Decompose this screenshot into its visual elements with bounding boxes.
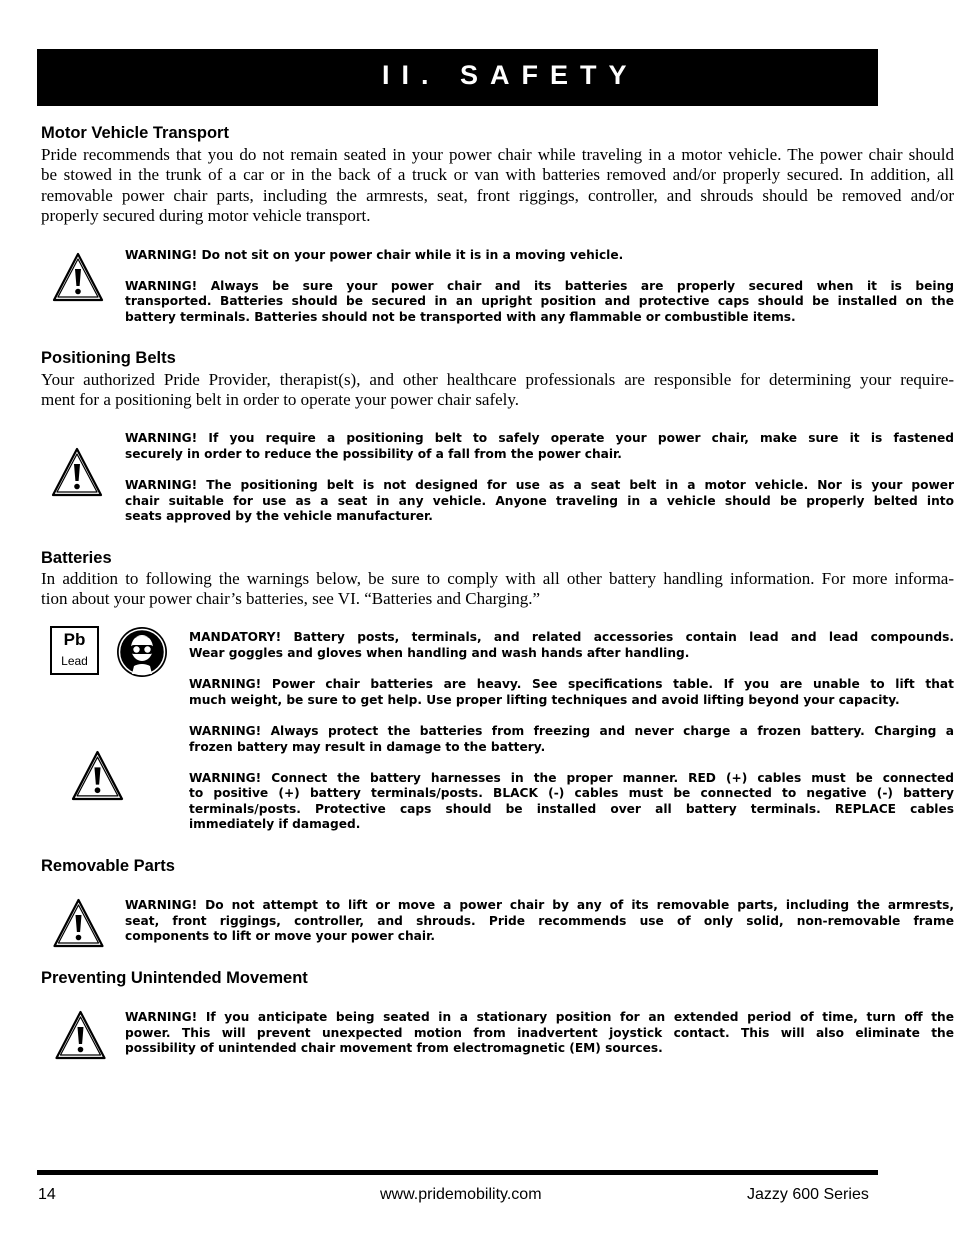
warning-text-line: components to lift or move your power chair. <box>125 929 435 943</box>
lead-pb-icon <box>50 626 99 675</box>
batteries-paragraph-line: In addition to following the warnings below, be sure to comply with all other battery handling information. For more informa- <box>41 569 954 588</box>
warning-text-line: WARNING! Do not attempt to lift or move a power chair by any of its removable parts, including the armrests, <box>125 898 954 912</box>
warning-text-line: seat, front riggings, controller, and shrouds. Pride recommends use of only solid, non-removable frame <box>125 914 954 928</box>
page-number: 14 <box>38 1186 56 1203</box>
warning-text-line: WARNING! Do not sit on your power chair while it is in a moving vehicle. <box>125 248 624 262</box>
warning-text-line: possibility of unintended chair movement from electromagnetic (EM) sources. <box>125 1041 663 1055</box>
lead-label: Lead <box>61 654 88 668</box>
motor-paragraph-line: removable power chair parts, including the armrests, seat, front riggings, controller, and shrouds should be removed and/or <box>41 186 954 205</box>
lead-symbol: Pb <box>63 630 86 649</box>
heading-positioning-belts: Positioning Belts <box>41 349 176 367</box>
warning-text-line: WARNING! Connect the battery harnesses in the proper manner. RED (+) cables must be connected <box>189 771 954 785</box>
page-title: II. SAFETY <box>382 60 639 90</box>
goggles-mandatory-icon <box>116 626 168 678</box>
warning-text-line: WARNING! If you require a positioning belt to safely operate your power chair, make sure it is fastened <box>125 431 954 445</box>
mandatory-text-line: MANDATORY! Battery posts, terminals, and related accessories contain lead and lead compounds. <box>189 630 954 644</box>
warning-text-line: much weight, be sure to get help. Use proper lifting techniques and avoid lifting beyond your capacity. <box>189 693 900 707</box>
warning-text-line: chair suitable for use as a seat in any vehicle. Anyone traveling in a vehicle should be properly belted into <box>125 494 954 508</box>
warning-triangle-icon <box>52 252 104 302</box>
warning-triangle-icon <box>51 447 103 497</box>
motor-paragraph-line: be stowed in the trunk of a car or in the back of a truck or van with batteries removed and/or properly secured. In addition, all <box>41 165 954 184</box>
heading-preventing-unintended-movement: Preventing Unintended Movement <box>41 969 308 987</box>
belts-paragraph-line: ment for a positioning belt in order to operate your power chair safely. <box>41 390 520 409</box>
warning-text-line: WARNING! Power chair batteries are heavy. See specifications table. If you are unable to lift that <box>189 677 954 691</box>
footer-series: Jazzy 600 Series <box>747 1186 869 1203</box>
warning-triangle-icon <box>52 898 105 948</box>
warning-text-line: battery terminals. Batteries should not be transported with any flammable or combustible items. <box>125 310 796 324</box>
motor-paragraph-line: properly secured during motor vehicle transport. <box>41 206 371 225</box>
warning-text-line: to positive (+) battery terminals/posts. BLACK (-) cables must be connected to negative (-) battery <box>189 786 954 800</box>
warning-text-line: securely in order to reduce the possibility of a fall from the power chair. <box>125 447 622 461</box>
warning-text-line: WARNING! The positioning belt is not designed for use as a seat belt in a motor vehicle. Nor is your power <box>125 478 954 492</box>
warning-text-line: immediately if damaged. <box>189 817 361 831</box>
heading-removable-parts: Removable Parts <box>41 857 175 875</box>
warning-text-line: frozen battery may result in damage to the battery. <box>189 740 546 754</box>
warning-triangle-icon <box>71 750 124 801</box>
heading-motor-vehicle-transport: Motor Vehicle Transport <box>41 124 229 142</box>
motor-paragraph-line: Pride recommends that you do not remain seated in your power chair while traveling in a motor vehicle. The power chair should <box>41 145 954 164</box>
warning-text-line: power. This will prevent unexpected motion from inadvertent joystick contact. This will also eliminate the <box>125 1026 954 1040</box>
section-header-bar <box>37 49 878 106</box>
warning-text-line: WARNING! Always protect the batteries from freezing and never charge a frozen battery. Charging a <box>189 724 954 738</box>
warning-text-line: seats approved by the vehicle manufacturer. <box>125 509 433 523</box>
heading-batteries: Batteries <box>41 549 112 567</box>
warning-text-line: transported. Batteries should be secured in an upright position and protective caps should be installed on the <box>125 294 954 308</box>
warning-triangle-icon <box>54 1010 107 1060</box>
footer-rule <box>37 1170 878 1175</box>
belts-paragraph-line: Your authorized Pride Provider, therapist(s), and other healthcare professionals are responsible for determining your require- <box>41 370 954 389</box>
mandatory-text-line: Wear goggles and gloves when handling and wash hands after handling. <box>189 646 690 660</box>
footer-website: www.pridemobility.com <box>380 1186 542 1203</box>
warning-text-line: terminals/posts. Protective caps should be installed over all battery terminals. REPLACE cables <box>189 802 954 816</box>
batteries-paragraph-line: tion about your power chair’s batteries, see VI. “Batteries and Charging.” <box>41 589 540 608</box>
warning-text-line: WARNING! Always be sure your power chair and its batteries are properly secured when it is being <box>125 279 954 293</box>
warning-text-line: WARNING! If you anticipate being seated in a stationary position for an extended period of time, turn off the <box>125 1010 954 1024</box>
